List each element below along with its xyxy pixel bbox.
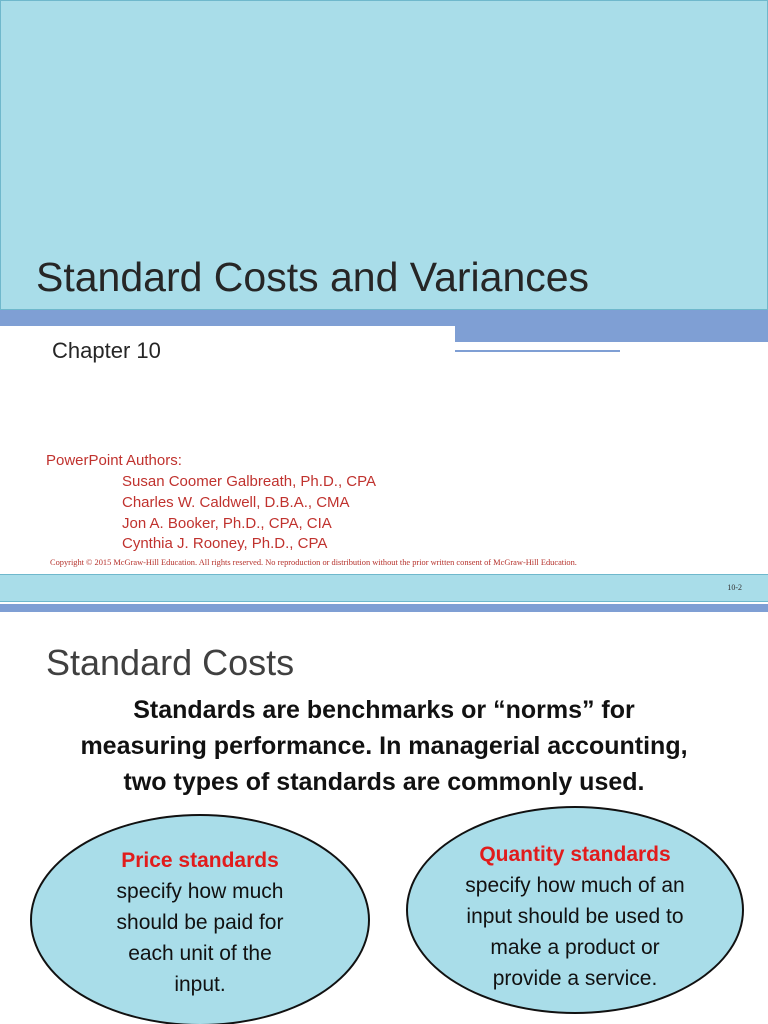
accent-strip (0, 604, 768, 612)
price-standards-line: should be paid for (116, 911, 284, 934)
price-standards-line: specify how much (116, 880, 284, 903)
lead-line: Standards are benchmarks or “norms” for (133, 696, 635, 724)
quantity-standards-line: input should be used to (466, 905, 684, 928)
lead-paragraph (0, 692, 768, 800)
author-item: Susan Coomer Galbreath, Ph.D., CPA (122, 473, 377, 490)
copyright-notice: Copyright © 2015 McGraw-Hill Education. All rights reserved. No reproduction or distribution without the prior written consent of McGraw-Hill Education. (50, 558, 577, 567)
accent-line (455, 350, 620, 352)
author-item: Charles W. Caldwell, D.B.A., CMA (122, 494, 350, 511)
lead-line: two types of standards are commonly used. (123, 768, 645, 796)
price-standards-line: each unit of the (128, 942, 272, 965)
slide-header-bar (0, 574, 768, 602)
quantity-standards-line: make a product or (490, 936, 660, 959)
chapter-label: Chapter 10 (52, 338, 161, 363)
accent-bar-right (455, 310, 768, 342)
author-item: Jon A. Booker, Ph.D., CPA, CIA (122, 515, 332, 532)
price-standards-title: Price standards (121, 849, 279, 872)
slide-heading: Standard Costs (46, 642, 295, 683)
author-item: Cynthia J. Rooney, Ph.D., CPA (122, 535, 328, 552)
quantity-standards-line: specify how much of an (465, 874, 685, 897)
quantity-standards-line: provide a service. (492, 967, 658, 990)
quantity-standards-oval (406, 806, 744, 1014)
price-standards-line: input. (174, 973, 226, 996)
price-standards-oval (30, 814, 370, 1024)
quantity-standards-title: Quantity standards (479, 843, 671, 866)
lead-line: measuring performance. In managerial accounting, (80, 732, 688, 760)
slide-number: 10-2 (727, 583, 742, 592)
content-slide (0, 574, 768, 1024)
authors-heading: PowerPoint Authors: (46, 452, 182, 469)
slide-title: Standard Costs and Variances (36, 254, 590, 300)
